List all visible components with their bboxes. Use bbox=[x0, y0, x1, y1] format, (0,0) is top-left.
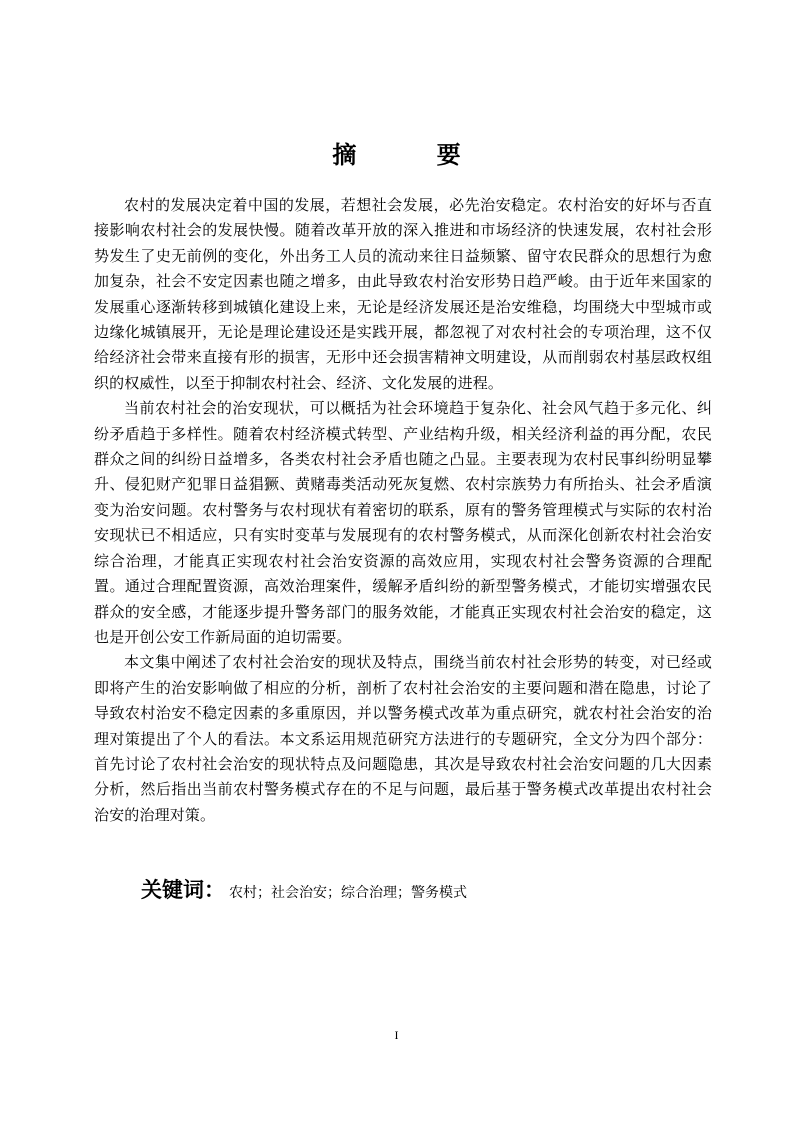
page-number: I bbox=[394, 1028, 399, 1042]
abstract-title: 摘 要 bbox=[332, 141, 497, 169]
keywords-text: 农村；社会治安；综合治理；警务模式 bbox=[229, 885, 467, 901]
abstract-paragraph-1: 农村的发展决定着中国的发展，若想社会发展，必先治安稳定。农村治安的好坏与否直接影响农村社会的发展快慢。随着改革开放的深入推进和市场经济的快速发展，农村社会形势发生了史无前例的变化，外出务工人员的流动来往日益频繁、留守农民群众的思想行为愈加复杂，社会不安定因素也随之增多，由此导致农村治安形势日趋严峻。由于近年来国家的发展重心逐渐转移到城镇化建设上来，无论是经济发展还是治安维稳，均围绕大中型城市或边缘化城镇展开，无论是理论建设还是实践开展，都忽视了对农村社会的专项治理，这不仅给经济社会带来直接有形的损害，无形中还会损害精神文明建设，从而削弱农村基层政权组织的权威性，以至于抑制农村社会、经济、文化发展的进程。 bbox=[94, 196, 712, 392]
abstract-body bbox=[94, 193, 712, 828]
keywords-label: 关键词： bbox=[141, 878, 225, 902]
keywords-line bbox=[141, 876, 467, 907]
abstract-paragraph-3: 本文集中阐述了农村社会治安的现状及特点，围绕当前农村社会形势的转变，对已经或即将产生的治安影响做了相应的分析，剖析了农村社会治安的主要问题和潜在隐患，讨论了导致农村治安不稳定因素的多重原因，并以警务模式改革为重点研究，就农村社会治安的治理对策提出了个人的看法。本文系运用规范研究方法进行的专题研究，全文分为四个部分：首先讨论了农村社会治安的现状特点及问题隐患，其次是导致农村社会治安问题的几大因素分析，然后指出当前农村警务模式存在的不足与问题，最后基于警务模式改革提出农村社会治安的治理对策。 bbox=[94, 653, 712, 824]
abstract-paragraph-2: 当前农村社会的治安现状，可以概括为社会环境趋于复杂化、社会风气趋于多元化、纠纷矛盾趋于多样性。随着农村经济模式转型、产业结构升级，相关经济利益的再分配，农民群众之间的纠纷日益增多，各类农村社会矛盾也随之凸显。主要表现为农村民事纠纷明显攀升、侵犯财产犯罪日益猖獗、黄赌毒类活动死灰复燃、农村宗族势力有所抬头、社会矛盾演变为治安问题。农村警务与农村现状有着密切的联系，原有的警务管理模式与实际的农村治安现状已不相适应，只有实时变革与发展现有的农村警务模式，从而深化创新农村社会治安综合治理，才能真正实现农村社会治安资源的高效应用，实现农村社会警务资源的合理配置。通过合理配置资源，高效治理案件，缓解矛盾纠纷的新型警务模式，才能切实增强农民群众的安全感，才能逐步提升警务部门的服务效能，才能真正实现农村社会治安的稳定，这也是开创公安工作新局面的迫切需要。 bbox=[94, 399, 712, 646]
